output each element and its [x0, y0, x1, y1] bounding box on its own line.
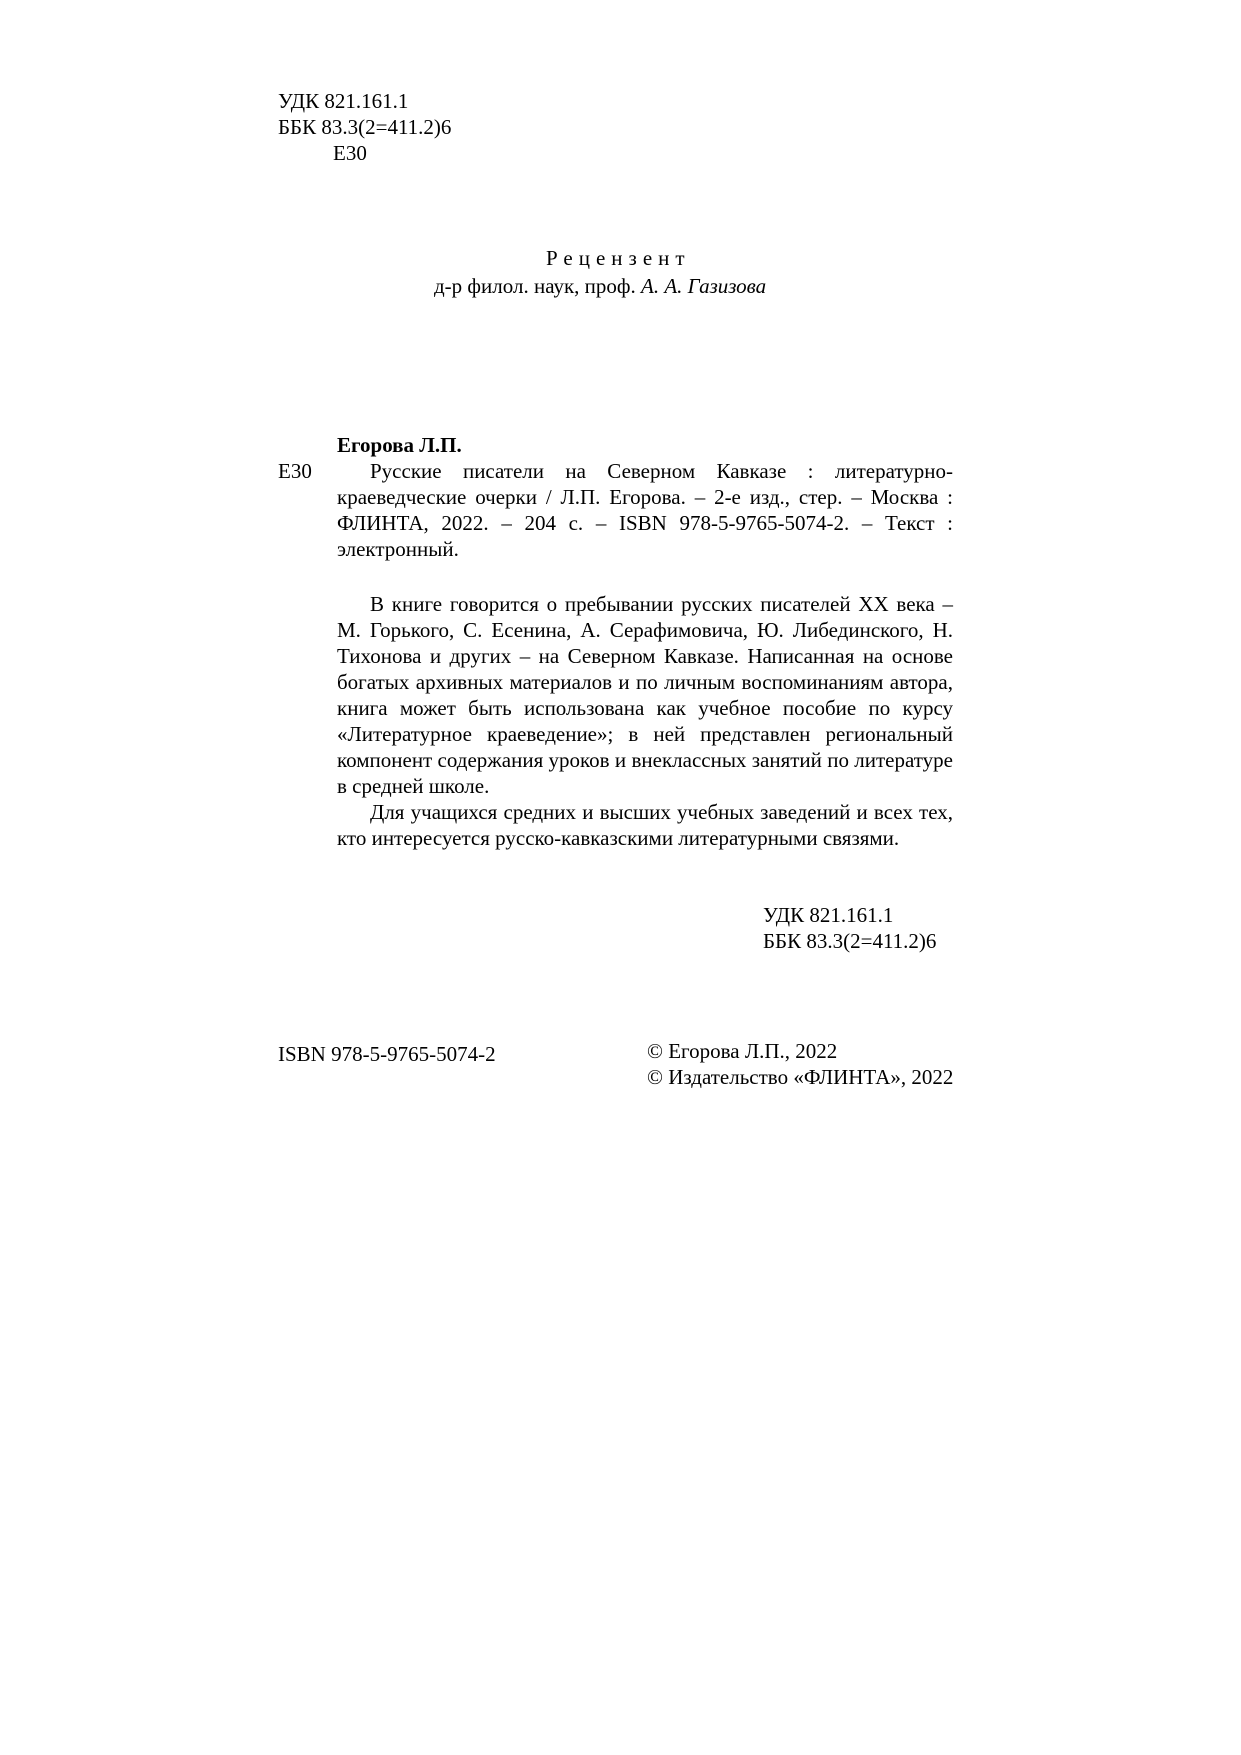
isbn: ISBN 978-5-9765-5074-2 [278, 1042, 496, 1066]
bbk-code-bottom: ББК 83.3(2=411.2)6 [763, 929, 937, 953]
udc-code-bottom: УДК 821.161.1 [763, 903, 894, 927]
classification-bottom [763, 902, 936, 954]
copyright-author: © Егорова Л.П., 2022 [647, 1039, 838, 1063]
author-heading: Егорова Л.П. [337, 433, 462, 457]
audience-paragraph: Для учащихся средних и высших учебных заведений и всех тех, кто интересуется русско-кавказскими литературными связями. [337, 800, 953, 850]
annotation [337, 591, 953, 851]
reviewer-credentials [434, 273, 766, 299]
reviewer-name: А. А. Газизова [641, 274, 767, 298]
copyright-publisher: © Издательство «ФЛИНТА», 2022 [647, 1065, 954, 1089]
reviewer-label: Рецензент [546, 246, 691, 270]
author-mark: Е30 [333, 141, 367, 165]
reviewer-degree: д-р филол. наук, проф. [434, 274, 636, 298]
author-mark-left: Е30 [278, 459, 312, 483]
copyright-block [647, 1038, 953, 1090]
classification-top [278, 88, 451, 166]
bibliographic-description: Русские писатели на Северном Кавказе : литературно-краеведческие очерки / Л.П. Егорова. – 2-е изд., стер. – Москва : ФЛИНТА, 2022. – 204 с. – ISBN 978-5-9765-5074-2. – Текст : электронный. [337, 459, 953, 561]
annotation-paragraph: В книге говорится о пребывании русских писателей XX века – М. Горького, С. Есенина, А. Серафимовича, Ю. Либединского, Н. Тихонова и других – на Северном Кавказе. Написанная на основе богатых архивных материалов и по личным воспоминаниям автора, книга может быть использована как учебное пособие по курсу «Литературное краеведение»; в ней представлен региональный компонент содержания уроков и внеклассных занятий по литературе в средней школе. [337, 592, 953, 798]
bbk-code: ББК 83.3(2=411.2)6 [278, 115, 452, 139]
udc-code: УДК 821.161.1 [278, 89, 409, 113]
